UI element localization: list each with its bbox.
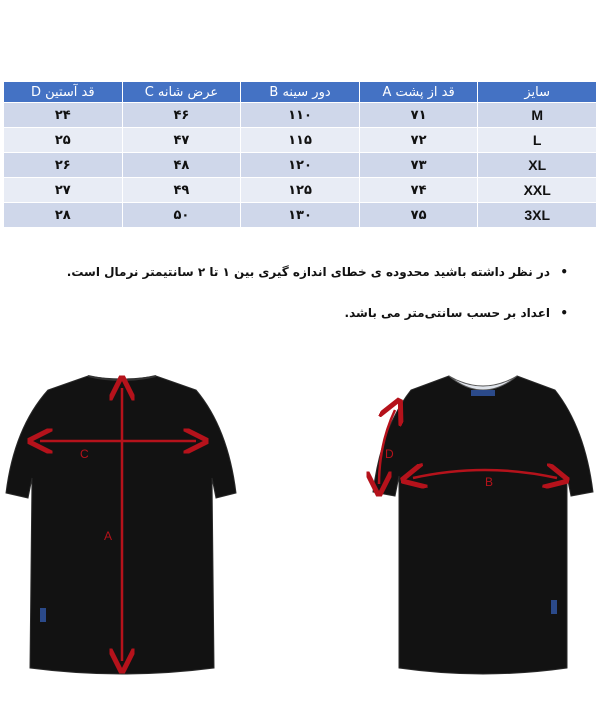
label-c: C (80, 447, 89, 461)
bullet-icon: • (560, 265, 568, 279)
cell-shoulder: ۴۷ (122, 128, 241, 153)
cell-sleeve: ۲۷ (4, 178, 123, 203)
label-d: D (385, 447, 394, 461)
cell-size: XXL (478, 178, 597, 203)
header-sleeve-d: قد آستین D (4, 82, 123, 103)
cell-sleeve: ۲۸ (4, 203, 123, 228)
cell-shoulder: ۴۸ (122, 153, 241, 178)
size-chart-table (3, 81, 597, 228)
cell-sleeve: ۲۶ (4, 153, 123, 178)
tshirt-back-diagram (0, 368, 245, 698)
header-shoulder-c: عرض شانه C (122, 82, 241, 103)
label-b: B (485, 475, 494, 489)
table-row (4, 203, 597, 228)
table-row (4, 178, 597, 203)
note-text-tolerance: در نظر داشته باشید محدوده ی خطای اندازه گیری بین ۱ تا ۲ سانتیمتر نرمال است. (66, 265, 550, 279)
cell-chest: ۱۱۵ (241, 128, 360, 153)
note-item (50, 262, 570, 282)
cell-chest: ۱۱۰ (241, 103, 360, 128)
table-header-row (4, 82, 597, 103)
cell-chest: ۱۲۵ (241, 178, 360, 203)
cell-size: L (478, 128, 597, 153)
cell-sleeve: ۲۴ (4, 103, 123, 128)
cell-length: ۷۴ (359, 178, 478, 203)
cell-chest: ۱۲۰ (241, 153, 360, 178)
cell-chest: ۱۳۰ (241, 203, 360, 228)
table-row (4, 103, 597, 128)
table-row (4, 153, 597, 178)
cell-shoulder: ۴۹ (122, 178, 241, 203)
note-item (50, 303, 570, 323)
header-size: سایز (478, 82, 597, 103)
notes-list (50, 262, 570, 344)
cell-size: XL (478, 153, 597, 178)
cell-sleeve: ۲۵ (4, 128, 123, 153)
cell-shoulder: ۴۶ (122, 103, 241, 128)
cell-size: M (478, 103, 597, 128)
label-a: A (104, 529, 113, 543)
bullet-icon: • (560, 306, 568, 320)
note-text-units: اعداد بر حسب سانتی‌متر می باشد. (344, 306, 550, 320)
header-chest-b: دور سینه B (241, 82, 360, 103)
cell-length: ۷۵ (359, 203, 478, 228)
cell-length: ۷۱ (359, 103, 478, 128)
cell-length: ۷۲ (359, 128, 478, 153)
shirt-front-body (373, 376, 593, 674)
cell-length: ۷۳ (359, 153, 478, 178)
header-length-a: قد از پشت A (359, 82, 478, 103)
cell-shoulder: ۵۰ (122, 203, 241, 228)
tshirt-front-diagram (365, 368, 600, 698)
cell-size: 3XL (478, 203, 597, 228)
table-row (4, 128, 597, 153)
